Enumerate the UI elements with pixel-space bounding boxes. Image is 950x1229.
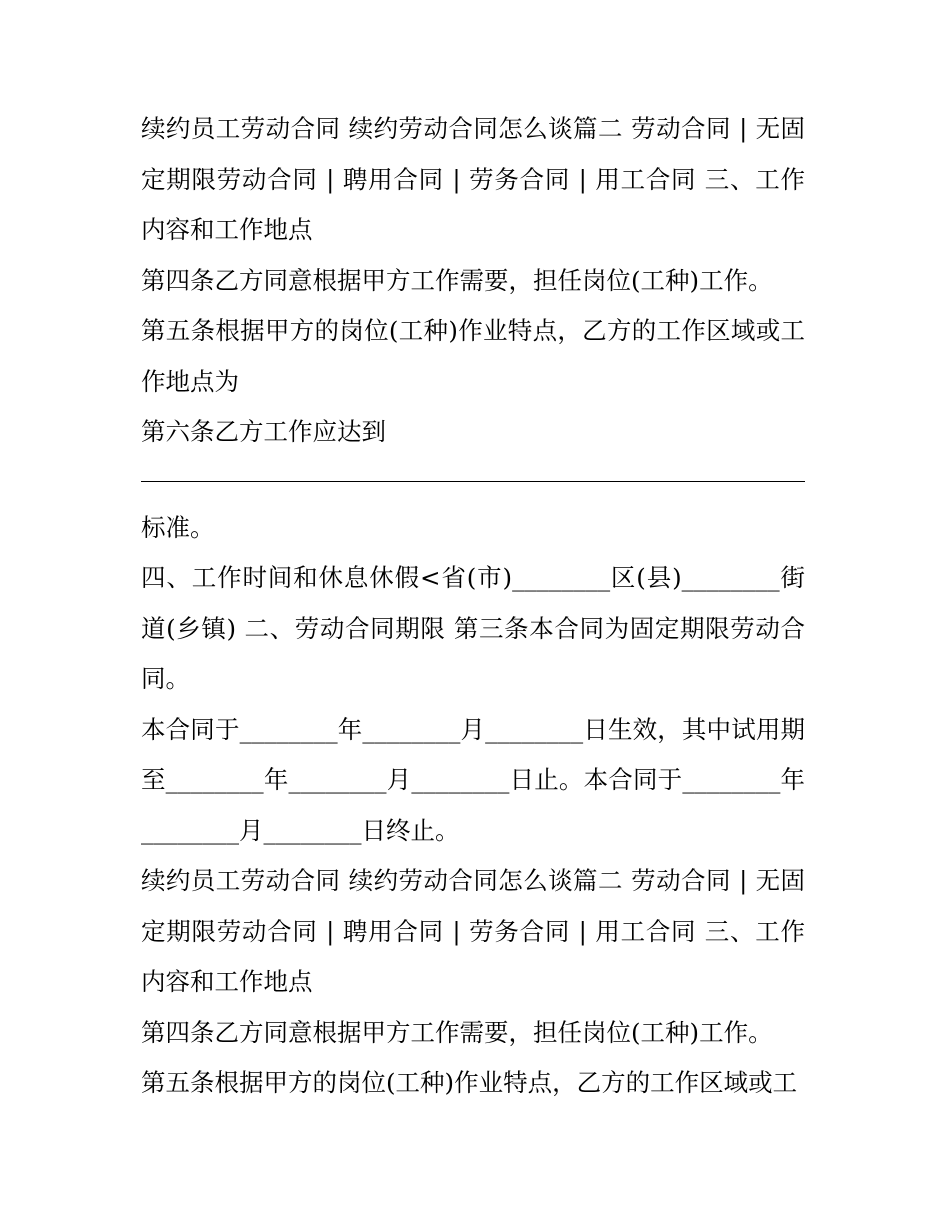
blank-underline xyxy=(141,481,805,482)
paragraph-article-5: 第五条根据甲方的岗位(工种)作业特点，乙方的工作区域或工作地点为 xyxy=(141,316,805,396)
paragraph-article-4: 第四条乙方同意根据甲方工作需要，担任岗位(工种)工作。 xyxy=(141,265,773,295)
fill-in-blank-line xyxy=(141,458,805,503)
paragraph-contract-intro: 续约员工劳动合同 续约劳动合同怎么谈篇二 劳动合同 | 无固定期限劳动合同 | 聘用合同 | 劳务合同 | 用工合同 三、工作内容和工作地点 xyxy=(141,114,805,244)
paragraph-article-4-repeat: 第四条乙方同意根据甲方工作需要，担任岗位(工种)工作。 xyxy=(141,1017,773,1047)
document-body xyxy=(141,104,805,1109)
paragraph-article-5-repeat: 第五条根据甲方的岗位(工种)作业特点，乙方的工作区域或工 xyxy=(141,1068,798,1097)
paragraph-contract-intro-repeat: 续约员工劳动合同 续约劳动合同怎么谈篇二 劳动合同 | 无固定期限劳动合同 | 聘用合同 | 劳务合同 | 用工合同 三、工作内容和工作地点 xyxy=(141,866,805,996)
paragraph-article-6: 第六条乙方工作应达到 xyxy=(141,417,386,446)
paragraph-working-hours: 四、工作时间和休息休假<省(市)________区(县)________街道(乡镇) 二、劳动合同期限 第三条本合同为固定期限劳动合同。 xyxy=(141,563,805,693)
paragraph-effective-dates: 本合同于________年________月________日生效，其中试用期至________年________月________日止。本合同于________年________月________日终止。 xyxy=(141,714,805,845)
paragraph-standard: 标准。 xyxy=(141,512,215,542)
